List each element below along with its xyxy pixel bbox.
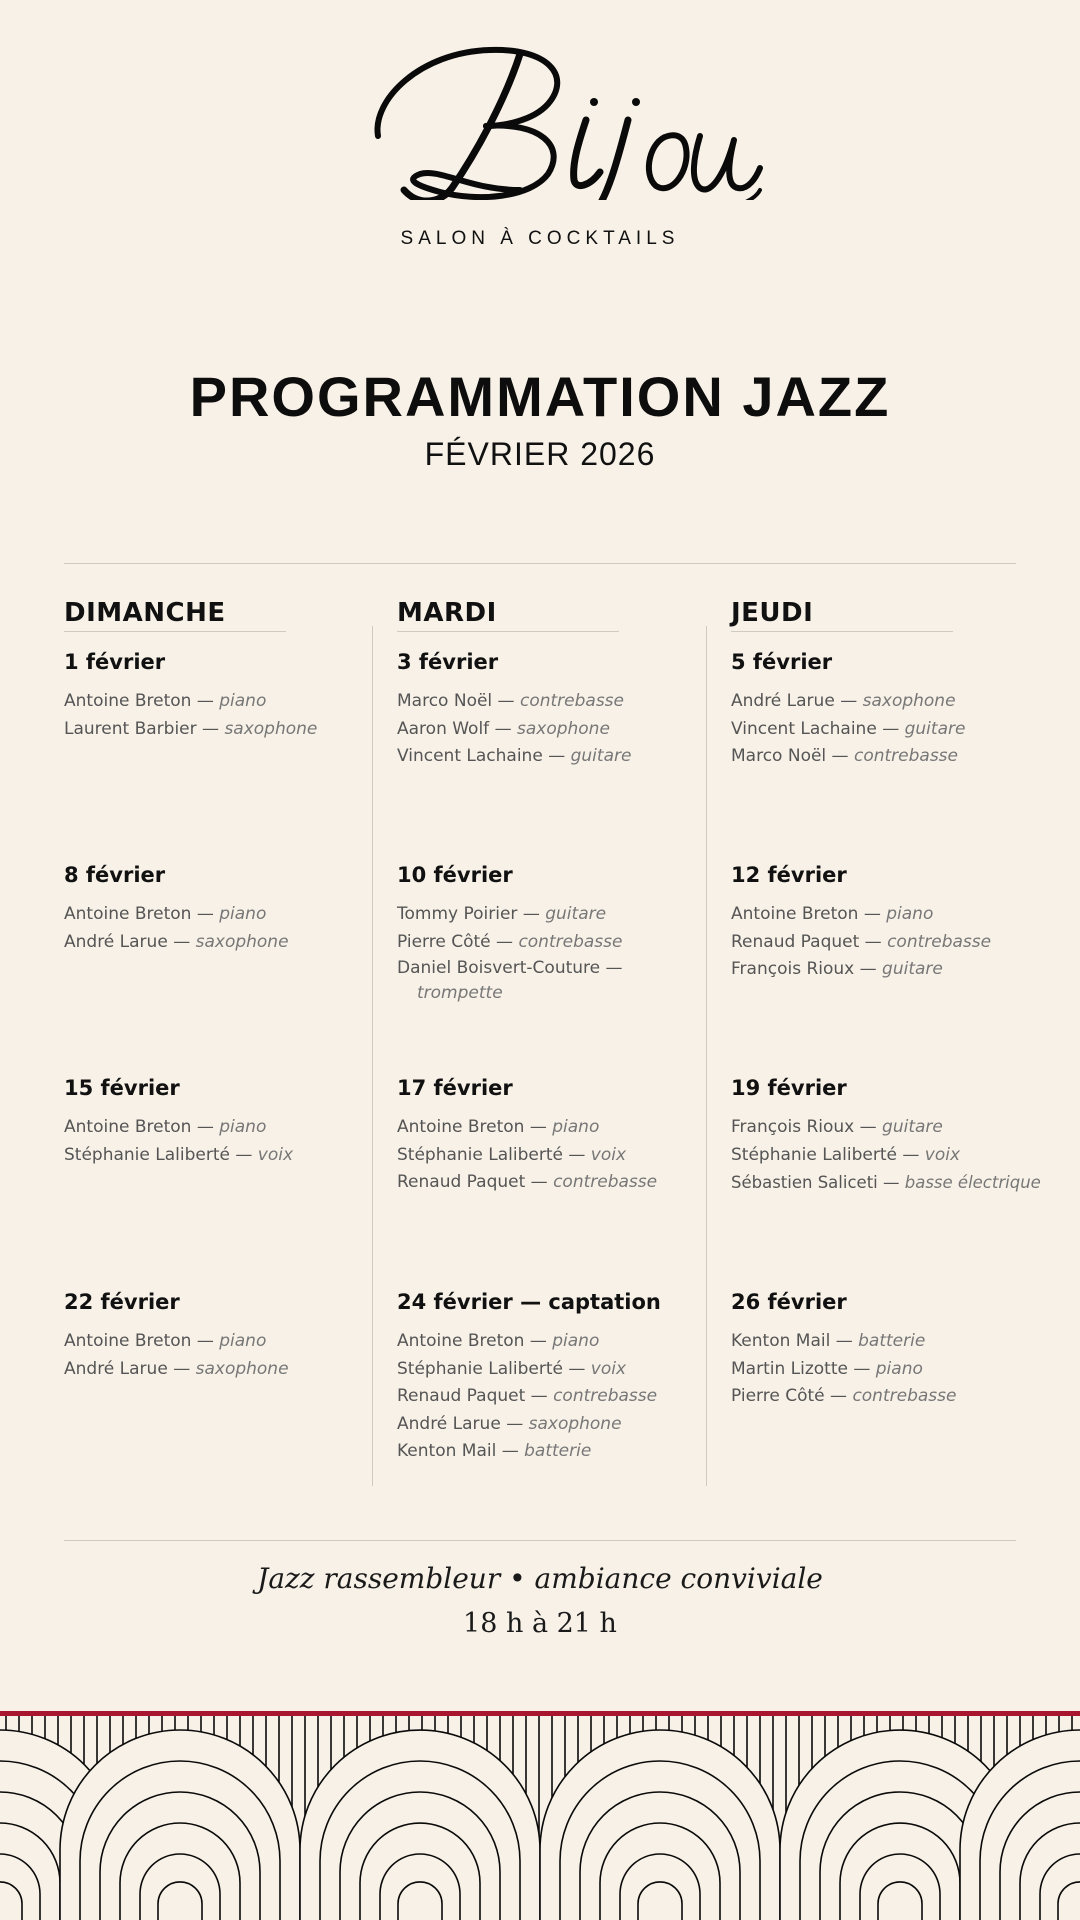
- event-date: 17 février: [397, 1076, 513, 1100]
- performer-name: Antoine Breton: [397, 1117, 525, 1137]
- performer-instrument: saxophone: [195, 1358, 289, 1379]
- performer-instrument: contrebasse: [853, 746, 958, 766]
- art-deco-pattern: [0, 1716, 1080, 1920]
- event-date: 26 février: [731, 1290, 847, 1314]
- performer-name: Renaud Paquet: [397, 1386, 526, 1406]
- performer-line: Antoine Breton — piano: [64, 904, 267, 924]
- performer-instrument: trompette: [417, 983, 503, 1003]
- performer-name: Tommy Poirier: [397, 904, 518, 924]
- performer-name: François Rioux: [731, 959, 855, 979]
- performer-instrument: voix: [257, 1144, 294, 1165]
- performer-name: Marco Noël: [731, 746, 827, 766]
- performer-line: André Larue — saxophone: [731, 691, 956, 711]
- performer-instrument: saxophone: [224, 718, 318, 739]
- performer-instrument: guitare: [882, 1117, 943, 1137]
- performer-name: Stéphanie Laliberté: [731, 1144, 897, 1165]
- performer-name: André Larue: [731, 691, 835, 711]
- performer-name: Martin Lizotte: [731, 1358, 848, 1379]
- performer-instrument: saxophone: [516, 718, 610, 739]
- pattern-arch: [398, 1882, 442, 1920]
- performer-instrument: guitare: [545, 904, 607, 924]
- performer-instrument: piano: [886, 904, 934, 924]
- performer-instrument: batterie: [524, 1441, 592, 1461]
- performer-instrument: guitare: [570, 746, 632, 766]
- performer-line: Stéphanie Laliberté — voix: [731, 1144, 961, 1165]
- event-date: 15 février: [64, 1076, 180, 1100]
- performer-name: Antoine Breton: [64, 1331, 192, 1351]
- performer-name: Kenton Mail: [397, 1441, 497, 1461]
- event-card: [731, 1290, 1080, 1411]
- performer-name: Renaud Paquet: [397, 1172, 526, 1192]
- event-card: [64, 863, 424, 956]
- event-date: 22 février: [64, 1290, 180, 1314]
- performer-line: Laurent Barbier — saxophone: [64, 718, 318, 739]
- event-date: 1 février: [64, 650, 166, 674]
- performer-line: Stéphanie Laliberté — voix: [397, 1144, 627, 1165]
- performer-name: Daniel Boisvert-Couture: [397, 958, 601, 978]
- performer-name: Antoine Breton: [64, 691, 192, 711]
- performer-name: Renaud Paquet: [731, 931, 860, 952]
- event-date: 3 février: [397, 650, 499, 674]
- pattern-arch: [878, 1882, 922, 1920]
- event-date: 24 février — captation: [397, 1290, 661, 1314]
- column-heading: JEUDI: [731, 598, 953, 632]
- event-card: [731, 863, 1080, 984]
- event-card: [397, 1076, 757, 1197]
- performer-instrument: voix: [590, 1144, 627, 1165]
- pattern-arch: [158, 1882, 202, 1920]
- column-mardi: [397, 598, 697, 1461]
- performer-name: Marco Noël: [397, 691, 493, 711]
- performer-line: Antoine Breton — piano: [64, 1331, 267, 1351]
- column-jeudi: [731, 598, 1041, 1406]
- performer-name: Pierre Côté: [397, 931, 491, 952]
- performer-instrument: contrebasse: [518, 931, 623, 952]
- performer-instrument: guitare: [882, 959, 943, 979]
- performer-line: Antoine Breton — piano: [397, 1331, 600, 1351]
- performer-line: André Larue — saxophone: [397, 1413, 622, 1434]
- column-heading: DIMANCHE: [64, 598, 286, 632]
- performer-instrument: contrebasse: [887, 931, 992, 952]
- performer-line: Renaud Paquet — contrebasse: [397, 1386, 658, 1406]
- performer-line: Marco Noël — contrebasse: [397, 691, 624, 711]
- performer-name: Sébastien Saliceti: [731, 1173, 878, 1192]
- performer-name: André Larue: [397, 1413, 501, 1434]
- performer-name: Stéphanie Laliberté: [397, 1358, 563, 1379]
- column-dimanche: [64, 598, 364, 1379]
- performer-name: Antoine Breton: [731, 904, 859, 924]
- event-date: 19 février: [731, 1076, 847, 1100]
- performer-name: Laurent Barbier: [64, 718, 197, 739]
- performer-line: Antoine Breton — piano: [64, 691, 267, 711]
- performer-line: Kenton Mail — batterie: [731, 1331, 926, 1351]
- performer-line: Stéphanie Laliberté — voix: [397, 1358, 627, 1379]
- performer-instrument: piano: [552, 1117, 600, 1137]
- performer-instrument: piano: [875, 1358, 923, 1379]
- performer-line: Marco Noël — contrebasse: [731, 746, 958, 766]
- column-heading: MARDI: [397, 598, 619, 632]
- performer-line: Daniel Boisvert-Couture — trompette: [397, 958, 623, 1003]
- performer-line: Sébastien Saliceti — basse électrique: [731, 1173, 1041, 1192]
- event-card: [64, 1076, 424, 1169]
- performer-line: Renaud Paquet — contrebasse: [397, 1172, 658, 1192]
- performer-line: Antoine Breton — piano: [397, 1117, 600, 1137]
- performer-line: Aaron Wolf — saxophone: [397, 718, 610, 739]
- event-date: 5 février: [731, 650, 833, 674]
- performer-instrument: voix: [590, 1358, 627, 1379]
- performer-instrument: piano: [219, 1331, 267, 1351]
- performer-name: Stéphanie Laliberté: [64, 1144, 230, 1165]
- performer-name: François Rioux: [731, 1117, 855, 1137]
- event-card: [397, 863, 757, 1006]
- performer-instrument: saxophone: [195, 931, 289, 952]
- page-subtitle: FÉVRIER 2026: [424, 436, 656, 472]
- performer-line: François Rioux — guitare: [731, 959, 943, 979]
- performer-name: Kenton Mail: [731, 1331, 831, 1351]
- event-card: [731, 1076, 1080, 1197]
- performer-instrument: piano: [219, 1117, 267, 1137]
- performer-line: Vincent Lachaine — guitare: [731, 718, 966, 739]
- performer-instrument: contrebasse: [553, 1386, 658, 1406]
- performer-line: Kenton Mail — batterie: [397, 1441, 592, 1461]
- event-date: 10 février: [397, 863, 513, 887]
- performer-line: Antoine Breton — piano: [64, 1117, 267, 1137]
- performer-line: André Larue — saxophone: [64, 931, 289, 952]
- performer-name: Antoine Breton: [64, 904, 192, 924]
- performer-name: Vincent Lachaine: [731, 718, 877, 739]
- bijou-logo: [0, 40, 1080, 200]
- performer-instrument: batterie: [858, 1331, 926, 1351]
- event-card: [731, 650, 1080, 771]
- performer-line: Martin Lizotte — piano: [731, 1358, 923, 1379]
- performer-name: Vincent Lachaine: [397, 746, 543, 766]
- performer-line: Vincent Lachaine — guitare: [397, 746, 632, 766]
- performer-name: Pierre Côté: [731, 1386, 825, 1406]
- page-title: PROGRAMMATION JAZZ: [189, 365, 891, 428]
- performer-instrument: basse électrique: [904, 1173, 1041, 1192]
- performer-instrument: contrebasse: [519, 691, 624, 711]
- performer-line: Stéphanie Laliberté — voix: [64, 1144, 294, 1165]
- performer-name: André Larue: [64, 1358, 168, 1379]
- performer-instrument: contrebasse: [852, 1386, 957, 1406]
- performer-line: Pierre Côté — contrebasse: [397, 931, 623, 952]
- top-divider: [64, 563, 1016, 564]
- event-date: 12 février: [731, 863, 847, 887]
- performer-instrument: contrebasse: [553, 1172, 658, 1192]
- footer-hours: 18 h à 21 h: [463, 1608, 617, 1639]
- performer-instrument: piano: [219, 904, 267, 924]
- tagline: SALON À COCKTAILS: [400, 228, 680, 249]
- pattern-arch: [638, 1882, 682, 1920]
- performer-name: André Larue: [64, 931, 168, 952]
- performer-line: Pierre Côté — contrebasse: [731, 1386, 957, 1406]
- event-card: [64, 650, 424, 743]
- performer-instrument: saxophone: [862, 691, 956, 711]
- performer-name: Antoine Breton: [64, 1117, 192, 1137]
- performer-name: Stéphanie Laliberté: [397, 1144, 563, 1165]
- performer-instrument: saxophone: [528, 1413, 622, 1434]
- performer-instrument: voix: [924, 1144, 961, 1165]
- performer-instrument: piano: [552, 1331, 600, 1351]
- performer-line: Antoine Breton — piano: [731, 904, 934, 924]
- performer-instrument: guitare: [904, 718, 966, 739]
- performer-line: André Larue — saxophone: [64, 1358, 289, 1379]
- event-card: [397, 650, 757, 771]
- bottom-divider: [64, 1540, 1016, 1541]
- performer-name: Aaron Wolf: [397, 718, 490, 739]
- footer-tagline: Jazz rassembleur • ambiance conviviale: [257, 1562, 823, 1595]
- event-card: [397, 1290, 757, 1466]
- performer-instrument: piano: [219, 691, 267, 711]
- event-card: [64, 1290, 424, 1383]
- performer-line: Tommy Poirier — guitare: [397, 904, 607, 924]
- performer-name: Antoine Breton: [397, 1331, 525, 1351]
- performer-line: Renaud Paquet — contrebasse: [731, 931, 992, 952]
- event-date: 8 février: [64, 863, 166, 887]
- performer-line: François Rioux — guitare: [731, 1117, 943, 1137]
